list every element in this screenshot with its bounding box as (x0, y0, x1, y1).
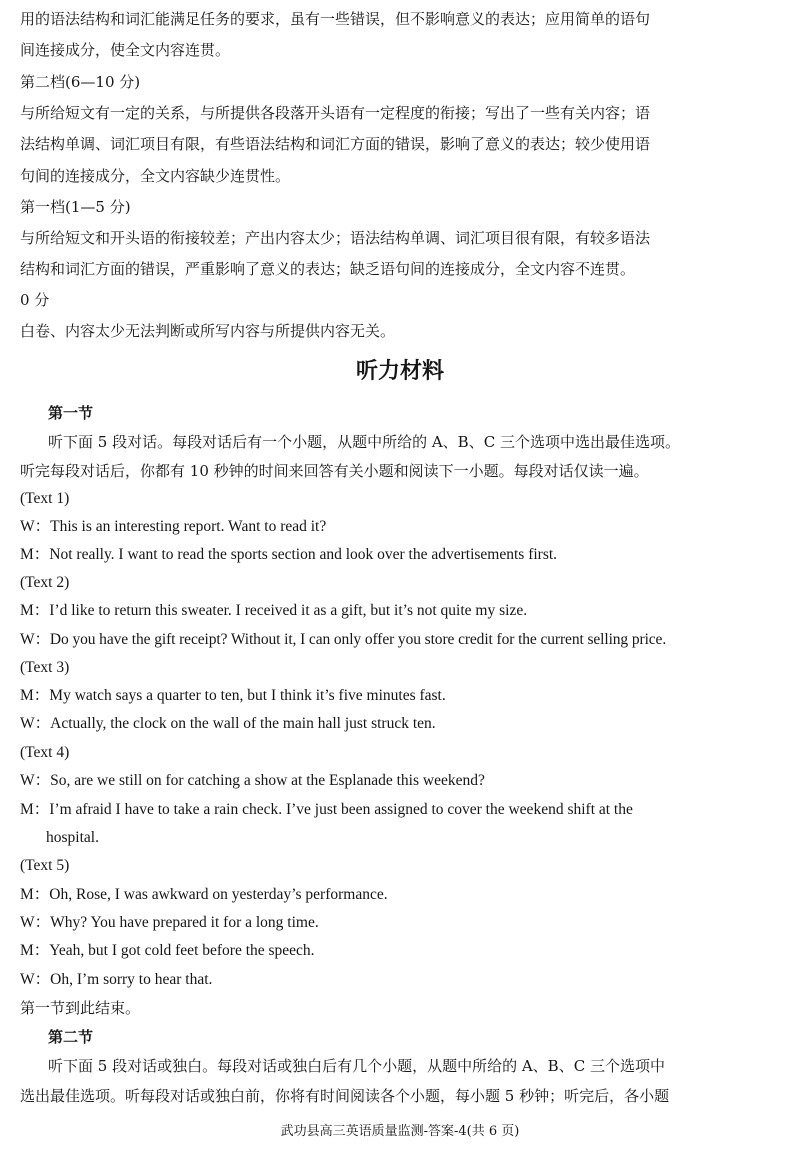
dialogue-line: M：Not really. I want to read the sports section and look over the advertisements first. (20, 546, 558, 563)
part-2-instruction: 选出最佳选项。听每段对话或独白前，你将有时间阅读各个小题，每小题 5 秒钟；听完后，各小题 (20, 1087, 670, 1105)
rubric-line: 句间的连接成分，全文内容缺少连贯性。 (20, 167, 291, 185)
dialogue-line: M：Oh, Rose, I was awkward on yesterday’s performance. (20, 886, 388, 903)
dialogue-line: W：So, are we still on for catching a show at the Esplanade this weekend? (20, 772, 485, 789)
rubric-line: 用的语法结构和词汇能满足任务的要求，虽有一些错误，但不影响意义的表达；应用简单的语句 (20, 10, 651, 28)
page-footer: 武功县高三英语质量监测-答案-4(共 6 页) (280, 1124, 520, 1139)
dialogue-line: W：Actually, the clock on the wall of the main hall just struck ten. (20, 715, 436, 732)
section-title: 听力材料 (355, 359, 444, 384)
rubric-line: 法结构单调、词汇项目有限，有些语法结构和词汇方面的错误，影响了意义的表达；较少使用语 (20, 135, 651, 153)
dialogue-line: M：Yeah, but I got cold feet before the speech. (20, 942, 315, 959)
rubric-line: 结构和词汇方面的错误，严重影响了意义的表达；缺乏语句间的连接成分，全文内容不连贯。 (20, 260, 636, 278)
part-1-instruction: 听下面 5 段对话。每段对话后有一个小题，从题中所给的 A、B、C 三个选项中选出最佳选项。 (48, 433, 680, 451)
part-2-heading: 第二节 (48, 1028, 94, 1046)
part-2-instruction: 听下面 5 段对话或独白。每段对话或独白后有几个小题，从题中所给的 A、B、C 三个选项中 (48, 1057, 665, 1075)
rubric-line: 白卷、内容太少无法判断或所写内容与所提供内容无关。 (20, 322, 396, 340)
band-2-title: 第二档(6—10 分) (20, 73, 141, 91)
dialogue-line: W：This is an interesting report. Want to read it? (20, 518, 327, 535)
dialogue-line: W：Oh, I’m sorry to hear that. (20, 971, 213, 988)
rubric-line: 间连接成分，使全文内容连贯。 (20, 41, 231, 59)
dialogue-line: W：Do you have the gift receipt? Without it, I can only offer you store credit for the current selling price. (20, 631, 667, 648)
text-1-label: (Text 1) (20, 490, 70, 507)
part-1-heading: 第一节 (48, 404, 94, 422)
band-1-title: 第一档(1—5 分) (20, 198, 131, 216)
part-1-instruction: 听完每段对话后，你都有 10 秒钟的时间来回答有关小题和阅读下一小题。每段对话仅读一遍。 (20, 462, 649, 480)
dialogue-line: M：My watch says a quarter to ten, but I think it’s five minutes fast. (20, 687, 446, 704)
rubric-line: 与所给短文和开头语的衔接较差；产出内容太少；语法结构单调、词汇项目很有限，有较多语法 (20, 229, 651, 247)
text-2-label: (Text 2) (20, 574, 70, 591)
dialogue-line: W：Why? You have prepared it for a long time. (20, 914, 319, 931)
part-1-end: 第一节到此结束。 (20, 999, 141, 1017)
band-0-title: 0 分 (20, 291, 50, 309)
dialogue-line: M：I’d like to return this sweater. I received it as a gift, but it’s not quite my size. (20, 602, 528, 619)
text-3-label: (Text 3) (20, 659, 70, 676)
text-4-label: (Text 4) (20, 744, 70, 761)
text-5-label: (Text 5) (20, 857, 70, 874)
dialogue-line: hospital. (46, 829, 99, 846)
rubric-line: 与所给短文有一定的关系，与所提供各段落开头语有一定程度的衔接；写出了一些有关内容；语 (20, 104, 651, 122)
dialogue-line: M：I’m afraid I have to take a rain check. I’ve just been assigned to cover the weekend shift at the (20, 801, 633, 818)
